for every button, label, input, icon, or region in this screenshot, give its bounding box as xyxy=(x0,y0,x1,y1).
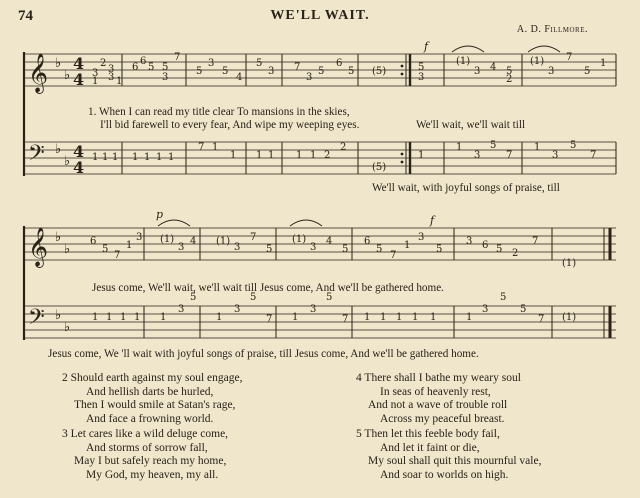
svg-text:3: 3 xyxy=(466,236,473,247)
svg-text:6: 6 xyxy=(140,56,147,67)
svg-text:6: 6 xyxy=(132,62,139,73)
svg-text:5: 5 xyxy=(496,244,503,255)
svg-text:5: 5 xyxy=(266,244,273,255)
svg-text:5: 5 xyxy=(418,62,425,73)
svg-text:7: 7 xyxy=(538,314,545,325)
svg-text:3: 3 xyxy=(234,242,241,253)
svg-text:4: 4 xyxy=(73,142,85,161)
svg-text:3: 3 xyxy=(474,150,481,161)
chorus-upper-line: We'll wait, we'll wait till xyxy=(416,119,526,131)
bass-clef-icon: 𝄢 xyxy=(28,141,45,171)
svg-text:3: 3 xyxy=(208,58,215,69)
svg-text:1: 1 xyxy=(456,142,463,153)
svg-text:1: 1 xyxy=(600,58,607,69)
staff-system2-treble xyxy=(24,228,616,260)
chorus-lower-line: We'll wait, with joyful songs of praise, till xyxy=(372,182,560,194)
svg-text:7: 7 xyxy=(506,150,513,161)
svg-text:4: 4 xyxy=(190,236,197,247)
svg-text:3: 3 xyxy=(92,68,99,79)
svg-text:2: 2 xyxy=(340,142,347,153)
svg-text:1: 1 xyxy=(144,152,151,163)
svg-text:1: 1 xyxy=(92,312,99,323)
svg-text:(1): (1) xyxy=(456,56,471,67)
svg-text:1: 1 xyxy=(364,312,371,323)
stanza-2 xyxy=(62,372,332,426)
svg-text:1: 1 xyxy=(256,150,263,161)
svg-text:(1): (1) xyxy=(292,234,307,245)
system2-lower-lyric: Jesus come, We 'll wait with joyful songs of praise, till Jesus come, And we'll be gathered home. xyxy=(48,348,479,360)
stanza-line: And let it faint or die, xyxy=(380,441,480,454)
svg-text:4: 4 xyxy=(73,158,85,177)
svg-text:3: 3 xyxy=(268,66,275,77)
stanza-line: 3 Let cares like a wild deluge come, xyxy=(62,428,229,440)
treble-clef-icon: 𝄞 xyxy=(28,227,49,267)
svg-text:1: 1 xyxy=(116,76,123,87)
svg-text:3: 3 xyxy=(482,304,489,315)
svg-text:2: 2 xyxy=(100,58,107,69)
svg-text:5: 5 xyxy=(162,62,169,73)
svg-text:1: 1 xyxy=(156,152,163,163)
svg-text:5: 5 xyxy=(584,66,591,77)
stanza-3 xyxy=(62,428,332,482)
svg-text:1: 1 xyxy=(92,152,99,163)
stanza-line: May I but safely reach my home, xyxy=(74,455,227,468)
svg-text:f: f xyxy=(430,214,435,227)
svg-text:1: 1 xyxy=(168,152,175,163)
svg-text:1: 1 xyxy=(534,142,541,153)
stanza-line: And soar to worlds on high. xyxy=(380,468,509,481)
svg-text:7: 7 xyxy=(174,52,181,63)
repeat-sign xyxy=(406,54,410,174)
svg-text:(1): (1) xyxy=(562,312,577,323)
svg-text:1: 1 xyxy=(418,150,425,161)
svg-text:1: 1 xyxy=(310,150,317,161)
svg-text:1: 1 xyxy=(404,240,411,251)
svg-text:3: 3 xyxy=(108,72,115,83)
svg-text:5: 5 xyxy=(342,244,349,255)
svg-text:5: 5 xyxy=(256,58,263,69)
stanza-line: My soul shall quit this mournful vale, xyxy=(368,455,542,468)
flat-sign-icon: ♭ xyxy=(64,320,71,335)
flat-sign-icon: ♭ xyxy=(55,230,62,245)
svg-text:7: 7 xyxy=(342,314,349,325)
svg-text:5: 5 xyxy=(436,244,443,255)
svg-text:1: 1 xyxy=(106,312,113,323)
svg-text:3: 3 xyxy=(418,72,425,83)
stanza-line: My God, my heaven, my all. xyxy=(86,468,219,481)
svg-text:3: 3 xyxy=(136,232,143,243)
svg-text:3: 3 xyxy=(178,242,185,253)
flat-sign-icon: ♭ xyxy=(55,142,62,157)
svg-text:6: 6 xyxy=(482,240,489,251)
fermata-icon xyxy=(158,46,560,226)
bass-clef-icon: 𝄢 xyxy=(28,305,45,335)
svg-text:7: 7 xyxy=(566,52,573,63)
svg-text:7: 7 xyxy=(266,314,273,325)
svg-text:6: 6 xyxy=(336,58,343,69)
svg-text:3: 3 xyxy=(310,242,317,253)
svg-text:5: 5 xyxy=(500,292,507,303)
svg-text:f: f xyxy=(424,40,429,53)
notes-system2-bass xyxy=(92,292,576,325)
svg-text:1: 1 xyxy=(396,312,403,323)
svg-text:7: 7 xyxy=(532,236,539,247)
flat-sign-icon: ♭ xyxy=(64,68,71,83)
svg-text:3: 3 xyxy=(552,150,559,161)
svg-text:7: 7 xyxy=(114,250,121,261)
svg-text:3: 3 xyxy=(178,304,185,315)
svg-text:(1): (1) xyxy=(216,236,231,247)
svg-text:5: 5 xyxy=(506,66,513,77)
stanza-line: 4 There shall I bathe my weary soul xyxy=(356,372,521,384)
svg-text:(1): (1) xyxy=(562,258,577,269)
svg-text:(1): (1) xyxy=(160,234,175,245)
svg-text:4: 4 xyxy=(326,236,333,247)
svg-text:2: 2 xyxy=(324,150,331,161)
flat-sign-icon: ♭ xyxy=(55,308,62,323)
verse-line-1: 1. When I can read my title clear To mansions in the skies, xyxy=(88,106,350,118)
svg-text:3: 3 xyxy=(234,304,241,315)
system2-upper-lyric: Jesus come, We'll wait, we'll wait till Jesus come, And we'll be gathered home. xyxy=(92,282,444,294)
svg-text:(1): (1) xyxy=(530,56,545,67)
stanza-line: Then I would smile at Satan's rage, xyxy=(74,399,236,412)
stanza-4 xyxy=(356,372,626,426)
svg-text:3: 3 xyxy=(306,72,313,83)
notes-system2-treble xyxy=(90,232,576,269)
final-barline xyxy=(604,228,610,338)
svg-text:1: 1 xyxy=(380,312,387,323)
svg-text:5: 5 xyxy=(326,292,333,303)
svg-text:7: 7 xyxy=(198,142,205,153)
svg-text:7: 7 xyxy=(294,62,301,73)
svg-text:6: 6 xyxy=(90,236,97,247)
page-number: 74 xyxy=(18,8,33,24)
svg-text:1: 1 xyxy=(160,312,167,323)
stanza-line: In seas of heavenly rest, xyxy=(380,385,491,398)
svg-text:3: 3 xyxy=(310,304,317,315)
svg-text:3: 3 xyxy=(548,66,555,77)
svg-text:5: 5 xyxy=(348,66,355,77)
svg-text:5: 5 xyxy=(520,304,527,315)
staff-system2-bass xyxy=(24,306,616,338)
svg-text:5: 5 xyxy=(196,66,203,77)
svg-text:2: 2 xyxy=(506,74,513,85)
stanza-line: 2 Should earth against my soul engage, xyxy=(62,372,243,384)
stanza-line: And storms of sorrow fall, xyxy=(86,441,208,454)
composer-credit: A. D. Fillmore. xyxy=(516,24,588,35)
svg-text:3: 3 xyxy=(418,232,425,243)
svg-text:1: 1 xyxy=(120,312,127,323)
svg-text:5: 5 xyxy=(222,66,229,77)
stanza-line: Across my peaceful breast. xyxy=(380,412,505,425)
stanza-line: And face a frowning world. xyxy=(86,412,214,425)
svg-text:1: 1 xyxy=(268,150,275,161)
stanza-line: And not a wave of trouble roll xyxy=(368,399,508,412)
svg-text:4: 4 xyxy=(490,62,497,73)
svg-text:2: 2 xyxy=(512,248,519,259)
svg-text:3: 3 xyxy=(108,64,115,75)
hymn-title: WE'LL WAIT. xyxy=(270,8,370,23)
svg-text:p: p xyxy=(156,208,164,221)
svg-text:1: 1 xyxy=(134,312,141,323)
svg-text:4: 4 xyxy=(73,70,85,89)
svg-text:1: 1 xyxy=(430,312,437,323)
svg-text:1: 1 xyxy=(212,142,219,153)
treble-clef-icon: 𝄞 xyxy=(28,53,49,93)
svg-text:(5): (5) xyxy=(372,162,387,173)
svg-text:4: 4 xyxy=(236,72,243,83)
stanza-5 xyxy=(356,428,626,482)
svg-text:1: 1 xyxy=(292,312,299,323)
flat-sign-icon: ♭ xyxy=(64,242,71,257)
svg-text:3: 3 xyxy=(474,66,481,77)
svg-text:5: 5 xyxy=(570,140,577,151)
svg-text:7: 7 xyxy=(590,150,597,161)
svg-text:1: 1 xyxy=(102,152,109,163)
flat-sign-icon: ♭ xyxy=(64,154,71,169)
svg-text:5: 5 xyxy=(190,292,197,303)
svg-text:6: 6 xyxy=(364,236,371,247)
svg-text:5: 5 xyxy=(102,244,109,255)
svg-text:1: 1 xyxy=(92,76,99,87)
svg-text:1: 1 xyxy=(296,150,303,161)
svg-text:5: 5 xyxy=(318,66,325,77)
svg-text:1: 1 xyxy=(112,152,119,163)
svg-text:1: 1 xyxy=(132,152,139,163)
stanza-line: 5 Then let this feeble body fail, xyxy=(356,428,500,440)
svg-text:1: 1 xyxy=(466,312,473,323)
svg-text:5: 5 xyxy=(376,244,383,255)
svg-text:5: 5 xyxy=(148,62,155,73)
verse-line-2: I'll bid farewell to every fear, And wipe my weeping eyes. xyxy=(100,119,360,131)
svg-text:5: 5 xyxy=(490,140,497,151)
svg-text:7: 7 xyxy=(250,232,257,243)
svg-text:4: 4 xyxy=(73,54,85,73)
notes-system1-bass xyxy=(92,140,596,173)
stanza-line: And hellish darts be hurled, xyxy=(86,385,214,398)
notes-system1-treble xyxy=(92,52,606,87)
svg-text:3: 3 xyxy=(162,72,169,83)
flat-sign-icon: ♭ xyxy=(55,56,62,71)
svg-text:1: 1 xyxy=(230,150,237,161)
svg-text:1: 1 xyxy=(126,240,133,251)
svg-text:7: 7 xyxy=(390,250,397,261)
svg-text:1: 1 xyxy=(216,312,223,323)
svg-text:5: 5 xyxy=(250,292,257,303)
svg-text:(5): (5) xyxy=(372,66,387,77)
svg-text:1: 1 xyxy=(412,312,419,323)
